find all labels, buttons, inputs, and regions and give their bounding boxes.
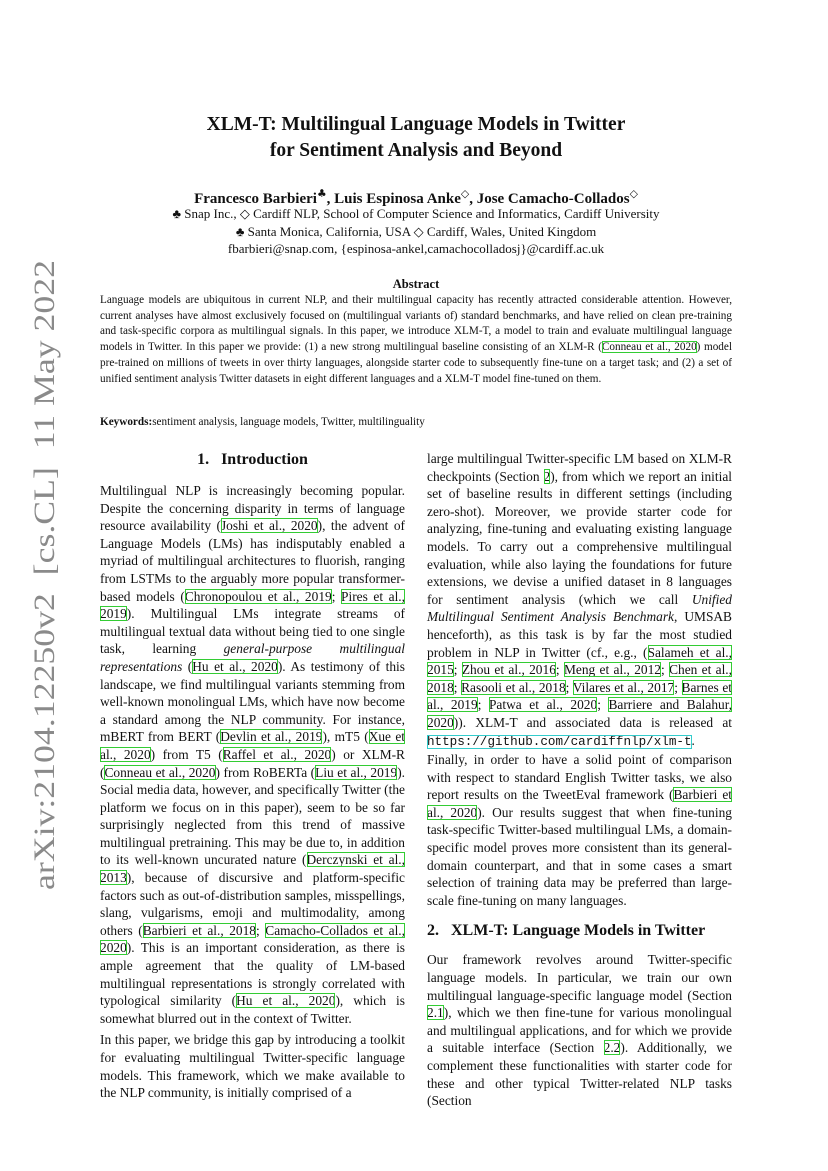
author-emails: fbarbieri@snap.com, {espinosa-ankel,camachocolladosj}@cardiff.ac.uk: [227, 241, 605, 256]
citation-link[interactable]: Patwa et al., 2020: [488, 697, 598, 713]
text-run: ;: [661, 662, 670, 678]
text-run: ;: [453, 662, 462, 678]
text-run: ;: [331, 588, 342, 604]
citation-link[interactable]: Raffel et al., 2020: [222, 746, 332, 762]
text-run: ). Additionally, we complement these functionalities with starter code for these and other typical Twitter-related NLP tasks (Section: [427, 1040, 733, 1109]
text-run: ), which is somewhat blurred out in the context of Twitter.: [100, 993, 405, 1026]
text-run: ;: [453, 679, 462, 695]
text-run: )). XLM-T and associated data is released at: [453, 714, 732, 730]
abstract-heading: Abstract: [392, 277, 440, 291]
text-run: ), which we then fine-tune for various monolingual and multilingual applications, and for which we provide a suitable interface (Section: [427, 1005, 732, 1056]
title-line-2: for Sentiment Analysis and Beyond: [269, 140, 563, 161]
section-reference-link[interactable]: 2.2: [603, 1040, 621, 1056]
club-mark: ♣: [316, 187, 327, 200]
citation-link[interactable]: Conneau et al., 2020: [104, 764, 216, 780]
abstract-text: [100, 293, 732, 387]
text-run: ), because of discursive and platform-specific factors such as out-of-distribution samples, misspellings, slang, vulgarisms, emoji and multimodality, among others (: [100, 870, 405, 938]
emphasis: Unified Multilingual Sentiment Analysis Benchmark: [427, 591, 732, 625]
text-run: ;: [555, 662, 564, 678]
intro-paragraph-2: In this paper, we bridge this gap by introducing a toolkit for evaluating multilingual Twitter-specific language models. This framework, which we make available to the NLP community, is initially comprised of a: [100, 1032, 405, 1101]
citation-link[interactable]: Meng et al., 2012: [563, 662, 661, 678]
citation-link[interactable]: Hu et al., 2020: [192, 658, 278, 674]
intro-paragraph-1: [100, 482, 405, 1027]
text-run: . Finally, in order to have a solid point of comparison with respect to standard English Twitter tasks, we also report results on the TweetEval framework (: [427, 732, 732, 803]
section-number: 2.: [427, 922, 439, 940]
text-run: ;: [256, 922, 266, 938]
citation-link[interactable]: Chronopoulou et al., 2019: [184, 588, 332, 604]
author-2: Luis Espinosa Anke: [334, 191, 461, 207]
section-title: Introduction: [221, 451, 308, 468]
title-line-1: XLM-T: Multilingual Language Models in Twitter: [206, 114, 626, 135]
affiliations: [100, 205, 732, 258]
text-run: ), the advent of Language Models (LMs) has indisputably enabled a myriad of multilingual architectures to fluorish, ranging from LSTMs to the arguably more popular transformer-based models (: [100, 518, 405, 604]
arxiv-identifier[interactable]: [20, 250, 64, 900]
left-column: [100, 450, 405, 1106]
section-number: 1.: [197, 451, 210, 468]
arxiv-identifier-text: arXiv:2104.12250v2 [cs.CL] 11 May 2022: [28, 361, 61, 890]
text-run: ) or XLM-R (: [100, 746, 405, 780]
text-run: ) from T5 (: [150, 746, 223, 762]
abstract-text-run: Language models are ubiquitous in current NLP, and their multilingual capacity has recently attracted considerable attention. However, current analyses have almost exclusively focused on (multilingual variants of) standard benchmarks, and have relied on clean pre-training and task-specific corpora as multilingual signals. In this paper, we introduce XLM-T, a model to train and evaluate multilingual language models in Twitter. In this paper we provide: (1) a new strong multilingual baseline consisting of an XLM-R (: [100, 294, 732, 354]
text-run: Our framework revolves around Twitter-specific language models. In particular, we train our own multilingual language-specific language model (Section: [427, 952, 732, 1003]
intro-paragraph-3: [427, 450, 732, 909]
affiliation-line-2: ♣ Santa Monica, California, USA ◇ Cardiff, Wales, United Kingdom: [235, 223, 597, 239]
citation-link[interactable]: Zhou et al., 2016: [461, 662, 556, 678]
section-reference-link[interactable]: 2: [543, 468, 551, 484]
text-run: ;: [477, 697, 489, 713]
citation-link[interactable]: Chen et al., 2018: [427, 662, 733, 695]
text-run: ;: [674, 679, 682, 695]
citation-link[interactable]: Derczynski et al., 2013: [100, 852, 405, 886]
citation-link[interactable]: Xue et al., 2020: [100, 729, 405, 762]
diamond-mark: ◇: [460, 187, 470, 200]
citation-link[interactable]: Barriere and Balahur, 2020: [427, 697, 732, 730]
text-run: ). This is an important consideration, as there is ample agreement that the quality of LM-based multilingual representations is strongly correlated with typological similarity (: [100, 940, 405, 1009]
citation-link[interactable]: Joshi et al., 2020: [220, 518, 318, 534]
keywords: [100, 416, 732, 428]
keywords-list: sentiment analysis, language models, Twitter, multilinguality: [152, 416, 425, 428]
citation-link[interactable]: Camacho-Collados et al., 2020: [100, 922, 405, 956]
github-url-link[interactable]: https://github.com/cardiffnlp/xlm-t: [427, 734, 692, 749]
right-column: [427, 450, 732, 1114]
text-run: (: [182, 658, 193, 674]
section-heading-xlm-t: [427, 921, 732, 941]
section-title: XLM-T: Language Models in Twitter: [451, 922, 706, 940]
author-separator: ,: [469, 191, 477, 207]
text-run: ). Social media data, however, and specifically Twitter (the platform we focus on in this paper), seem to be so far surprisingly neglected from this trend of massive multilingual pretraining. This may be due to, in addition to its well-known uncurated nature (: [100, 764, 405, 868]
section2-paragraph-1: [427, 951, 732, 1109]
text-run: , UMSAB henceforth), as this task is by far the most studied problem in NLP in Twitter (cf., e.g., (: [427, 609, 732, 660]
section-heading-introduction: [100, 450, 405, 470]
emphasis: general-purpose multilingual representations: [100, 641, 405, 674]
citation-link[interactable]: Rasooli et al., 2018: [461, 679, 566, 695]
diamond-mark: ◇: [629, 187, 638, 200]
paper-title: [100, 112, 732, 164]
text-run: ). Multilingual LMs integrate streams of multilingual textual data without being tied to one single task, learning: [100, 606, 405, 657]
text-run: large multilingual Twitter-specific LM based on XLM-R checkpoints (Section: [427, 451, 732, 484]
citation-link[interactable]: Salameh et al., 2015: [427, 644, 733, 678]
keywords-label: Keywords:: [100, 416, 153, 428]
citation-link[interactable]: Barbieri et al., 2020: [427, 787, 732, 820]
citation-link[interactable]: Pires et al., 2019: [100, 588, 405, 622]
text-run: ;: [597, 697, 609, 713]
text-run: ;: [565, 679, 573, 695]
citation-link[interactable]: Barbieri et al., 2018: [142, 922, 256, 938]
text-run: ). As testimony of this landscape, we find multilingual variants stemming from well-known monolingual LMs, which have now become a standard among the NLP community. For instance, mBERT from BERT (: [100, 658, 405, 745]
citation-link[interactable]: Barnes et al., 2019: [427, 679, 732, 713]
affiliation-line-1: ♣ Snap Inc., ◇ Cardiff NLP, School of Computer Science and Informatics, Cardiff University: [172, 206, 660, 221]
citation-link[interactable]: Hu et al., 2020: [236, 993, 336, 1009]
text-run: ) from RoBERTa (: [215, 764, 316, 780]
citation-link[interactable]: Conneau et al., 2020: [601, 341, 697, 354]
author-3: Jose Camacho-Collados: [476, 191, 630, 207]
section-reference-link[interactable]: 2.1: [427, 1005, 444, 1021]
text-run: ). Our results suggest that when fine-tuning task-specific Twitter-based multilingual LMs, a domain-specific model proves more consistent than its general-domain counterpart, and that in some cases a smart selection of training data may be preferred than large-scale fine-tuning on many languages.: [427, 804, 732, 908]
citation-link[interactable]: Devlin et al., 2019: [220, 729, 323, 745]
author-separator: ,: [326, 191, 335, 207]
text-run: ), from which we report an initial set of baseline results in different settings (including zero-shot). Moreover, we provide starter code for analyzing, fine-tuning and evaluating existing language models. To carry out a comprehensive multilingual evaluation, while also laying the foundations for future extensions, we devise a unified dataset in 8 languages for sentiment analysis (which we call: [427, 468, 732, 607]
author-1: Francesco Barbieri: [194, 191, 317, 207]
text-run: ), mT5 (: [322, 729, 369, 745]
citation-link[interactable]: Liu et al., 2019: [315, 764, 398, 780]
abstract-text-run: ) model pre-trained on millions of tweets in over thirty languages, alongside starter code to subsequently fine-tune on a target task; and (2) a set of unified sentiment analysis Twitter datasets in eight different languages and a XLM-T model fine-tuned on them.: [100, 341, 732, 385]
text-run: Multilingual NLP is increasingly becoming popular. Despite the concerning disparity in terms of language resource availability (: [100, 483, 405, 534]
citation-link[interactable]: Vilares et al., 2017: [572, 679, 675, 695]
